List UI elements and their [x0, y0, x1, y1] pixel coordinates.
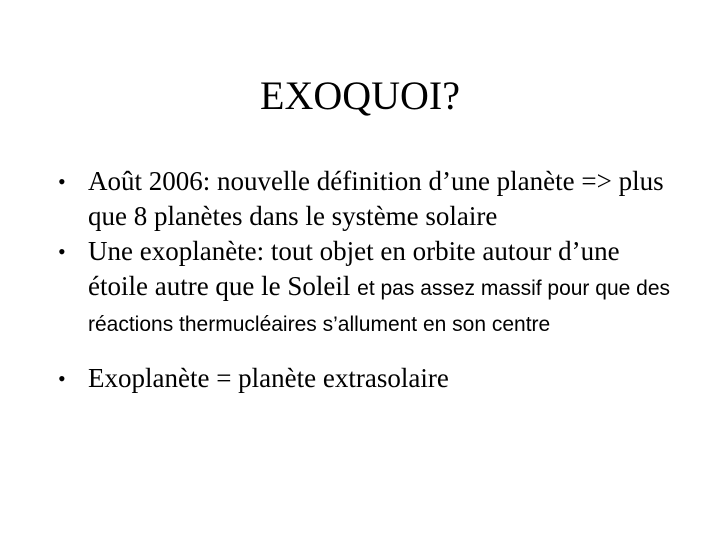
bullet-icon: • — [58, 239, 66, 264]
bullet-text: Exoplanète = planète extrasolaire — [88, 363, 449, 393]
bullet-icon: • — [58, 366, 66, 391]
bullet-text: Août 2006: nouvelle définition d’une planète => plus que 8 planètes dans le système solaire — [88, 166, 664, 231]
bullet-text-small: et pas assez massif pour que des réactions thermucléaires s’allument en son centre — [88, 277, 670, 336]
bullet-item — [58, 361, 678, 396]
bullet-text-main: Une exoplanète: tout objet en orbite autour d’une étoile autre que le Soleil — [88, 236, 620, 301]
bullet-icon: • — [58, 169, 66, 194]
slide-title: EXOQUOI? — [260, 73, 460, 118]
bullet-list — [58, 164, 678, 396]
bullet-item — [58, 234, 678, 341]
bullet-item — [58, 164, 678, 234]
